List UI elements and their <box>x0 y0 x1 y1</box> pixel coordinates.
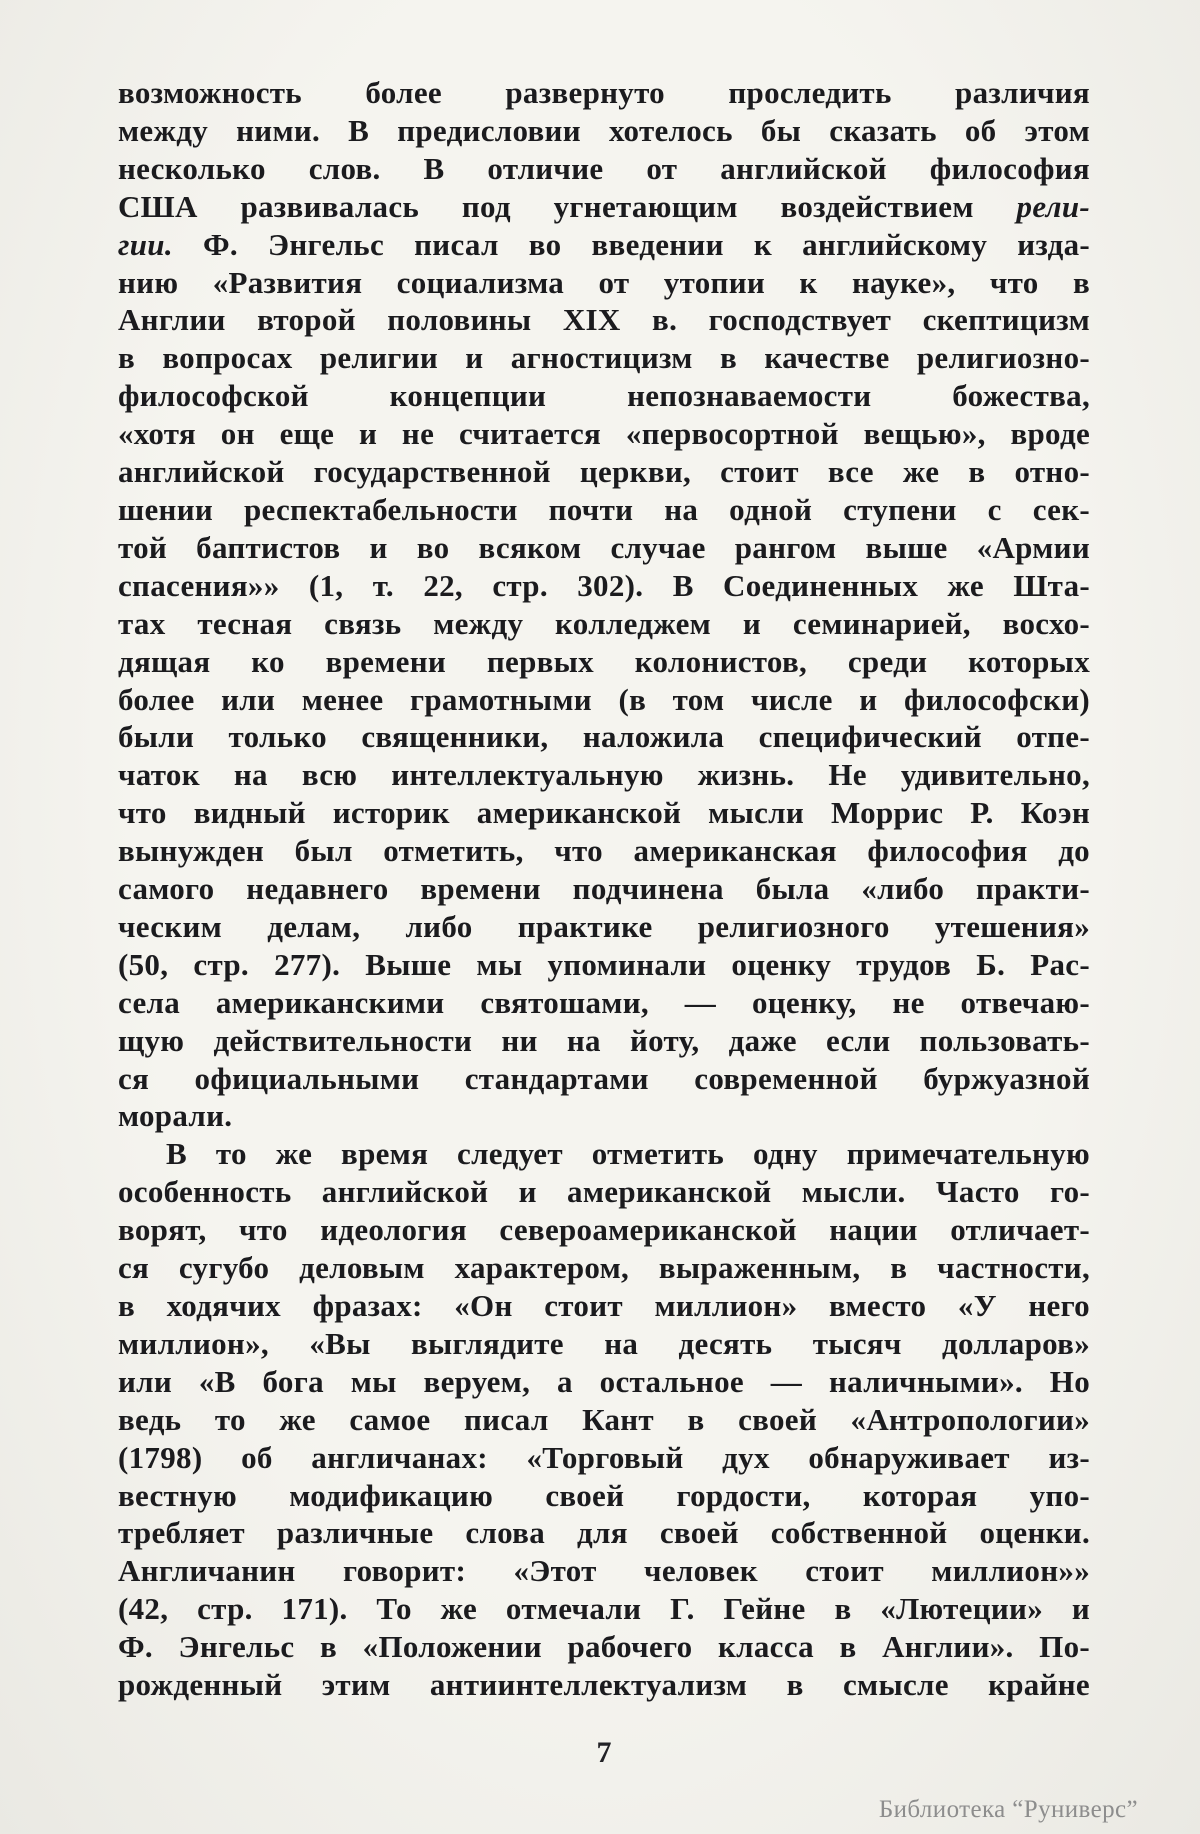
text-line: шении респектабельности почти на одной ступени с сек- <box>118 491 1090 527</box>
text-line: между ними. В предисловии хотелось бы сказать об этом <box>118 112 1090 148</box>
text-line: несколько слов. В отличие от английской философия <box>118 150 1090 186</box>
text-line: спасения»» (1, т. 22, стр. 302). В Соединенных же Шта- <box>118 567 1090 603</box>
text-line: В то же время следует отметить одну примечательную <box>166 1136 1090 1172</box>
text-block <box>118 74 1090 1704</box>
text-line: вынужден был отметить, что американская философия до <box>118 833 1090 869</box>
text-line: Англичанин говорит: «Этот человек стоит миллион»» <box>118 1553 1090 1589</box>
text-segment: США развивалась под угнетающим воздействием <box>118 188 1017 224</box>
text-line: нию «Развития социализма от утопии к науке», что в <box>118 264 1090 300</box>
emphasized-text: рели- <box>1016 188 1090 224</box>
text-line: ческим делам, либо практике религиозного утешения» <box>118 908 1090 944</box>
text-line <box>118 226 1090 264</box>
text-line: ведь то же самое писал Кант в своей «Антропологии» <box>118 1401 1090 1437</box>
text-line: щую действительности ни на йоту, даже если пользовать- <box>118 1022 1090 1058</box>
text-line: требляет различные слова для своей собственной оценки. <box>118 1515 1090 1551</box>
text-line: села американскими святошами, — оценку, не отвечаю- <box>118 984 1090 1020</box>
text-line: ворят, что идеология североамериканской нации отличает- <box>118 1212 1090 1248</box>
text-line: «хотя он еще и не считается «первосортной вещью», вроде <box>118 416 1090 452</box>
text-line: вестную модификацию своей гордости, которая упо- <box>118 1477 1090 1513</box>
text-line: ся официальными стандартами современной буржуазной <box>118 1060 1090 1096</box>
text-line: дящая ко времени первых колонистов, среди которых <box>118 643 1090 679</box>
text-line: самого недавнего времени подчинена была «либо практи- <box>118 871 1090 907</box>
text-line: в ходячих фразах: «Он стоит миллион» вместо «У него <box>118 1288 1090 1323</box>
text-line: что видный историк американской мысли Моррис Р. Коэн <box>118 795 1090 831</box>
page-number: 7 <box>596 1736 612 1769</box>
text-line: ся сугубо деловым характером, выраженным, в частности, <box>118 1250 1090 1286</box>
text-segment: Ф. Энгельс писал во введении к английскому изда- <box>172 226 1090 262</box>
paragraph <box>118 1135 1090 1704</box>
paragraph <box>118 74 1090 1135</box>
text-line: в вопросах религии и агностицизм в качестве религиозно- <box>118 340 1090 376</box>
text-line: (50, стр. 277). Выше мы упоминали оценку трудов Б. Рас- <box>118 946 1090 982</box>
text-line: или «В бога мы веруем, а остальное — наличными». Но <box>118 1363 1090 1399</box>
emphasized-text: гии. <box>118 226 173 262</box>
text-line: возможность более развернуто проследить различия <box>118 75 1090 110</box>
text-line: морали. <box>118 1098 233 1134</box>
text-line: Ф. Энгельс в «Положении рабочего класса в Англии». По- <box>118 1629 1090 1665</box>
text-line: английской государственной церкви, стоит все же в отно- <box>118 454 1090 490</box>
text-line <box>118 188 1090 226</box>
text-line: рожденный этим антиинтеллектуализм в смысле крайне <box>118 1667 1090 1703</box>
text-line: тах тесная связь между колледжем и семинарией, восхо- <box>118 605 1090 641</box>
text-line: миллион», «Вы выглядите на десять тысяч долларов» <box>118 1325 1090 1361</box>
text-line: были только священники, наложила специфический отпе- <box>118 719 1090 755</box>
text-line: Англии второй половины XIX в. господствует скептицизм <box>118 302 1090 338</box>
text-line: особенность английской и американской мысли. Часто го- <box>118 1174 1090 1210</box>
text-line: чаток на всю интеллектуальную жизнь. Не удивительно, <box>118 757 1090 793</box>
library-watermark: Библиотека “Руниверс” <box>878 1796 1138 1823</box>
text-line: более или менее грамотными (в том числе и философски) <box>118 681 1090 717</box>
text-line: той баптистов и во всяком случае рангом выше «Армии <box>118 529 1090 565</box>
text-line: (1798) об англичанах: «Торговый дух обнаруживает из- <box>118 1439 1090 1475</box>
text-line: (42, стр. 171). То же отмечали Г. Гейне в «Лютеции» и <box>118 1591 1090 1627</box>
text-line: философской концепции непознаваемости божества, <box>118 378 1090 414</box>
